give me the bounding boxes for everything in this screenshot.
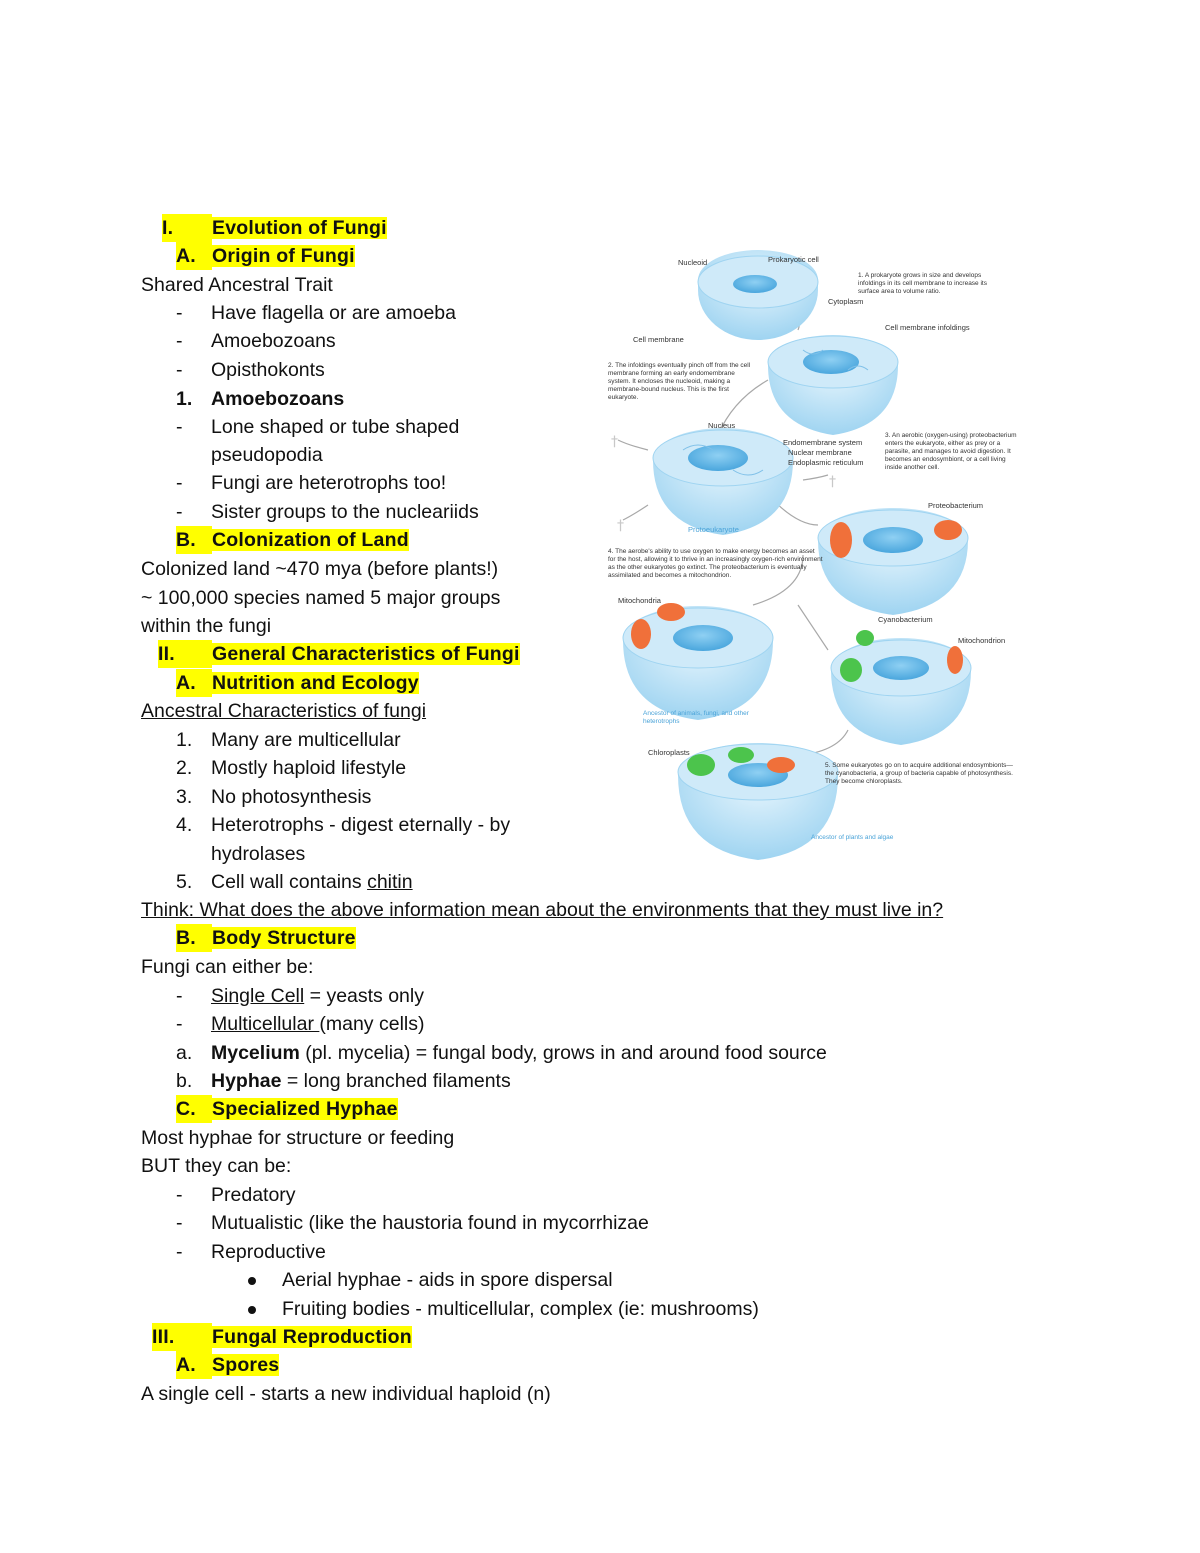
paragraph-line: ~ 100,000 species named 5 major groups xyxy=(141,587,501,609)
proteobacterium-cell xyxy=(818,508,968,615)
list-item-text: Reproductive xyxy=(211,1241,326,1263)
item-number: 4. xyxy=(176,814,193,836)
svg-text:†: † xyxy=(617,518,624,534)
step-2-text-box xyxy=(608,362,758,424)
section-number: III. xyxy=(152,1323,212,1351)
subsection-number: C. xyxy=(176,1095,212,1123)
dash-marker: - xyxy=(176,1184,183,1206)
subsection-number: A. xyxy=(176,669,212,697)
ancestor-plants-label-box xyxy=(811,834,931,846)
dash-marker: - xyxy=(176,1013,183,1035)
section-number: II. xyxy=(158,640,212,668)
label-ancestor-plants: Ancestor of plants and algae xyxy=(811,834,894,841)
list-item xyxy=(176,498,479,526)
subsection-title: Nutrition and Ecology xyxy=(212,672,419,694)
step-3-text: 3. An aerobic (oxygen-using) proteobacterium enters the eukaryote, either as prey or a parasite, and manages to avoid digestion. It becomes an endosymbiont, or a cell living inside another cell. xyxy=(885,432,1017,471)
label-proteobacterium: Proteobacterium xyxy=(928,501,984,510)
subsection-title: Specialized Hyphae xyxy=(212,1098,398,1120)
dash-marker: - xyxy=(176,359,183,381)
numbered-item xyxy=(176,783,371,811)
label-cyanobacterium: Cyanobacterium xyxy=(878,615,933,624)
dash-marker: - xyxy=(176,416,183,438)
label-nucleus: Nucleus xyxy=(708,421,736,430)
paragraph-line: Colonized land ~470 mya (before plants!) xyxy=(141,558,499,580)
list-item-text: Sister groups to the nucleariids xyxy=(211,501,479,523)
section-title: General Characteristics of Fungi xyxy=(212,643,520,665)
step-4-text-box xyxy=(608,548,823,596)
list-item-continuation: pseudopodia xyxy=(211,444,323,466)
dash-marker: - xyxy=(176,1212,183,1234)
label-mitochondrion: Mitochondrion xyxy=(958,636,1006,645)
step-5-text-box xyxy=(825,762,1015,806)
ancestral-heading: Ancestral Characteristics of fungi xyxy=(141,700,427,722)
numbered-item-continuation: hydrolases xyxy=(211,843,306,865)
list-item-text: Have flagella or are amoeba xyxy=(211,302,456,324)
infolding-cell xyxy=(768,335,898,435)
label-endoplasmic-reticulum: Endoplasmic reticulum xyxy=(788,458,864,467)
paragraph-line: Most hyphae for structure or feeding xyxy=(141,1127,455,1149)
ancestor-fungi-label-box xyxy=(643,710,753,732)
list-item xyxy=(176,1209,649,1237)
subsection-number: B. xyxy=(176,526,212,554)
chloroplast-icon xyxy=(840,658,862,682)
svg-text:†: † xyxy=(829,474,836,490)
item-text: No photosynthesis xyxy=(211,786,372,808)
section-heading-1 xyxy=(162,214,387,242)
list-item xyxy=(176,1010,424,1038)
item-text: Many are multicellular xyxy=(211,729,401,751)
numbered-item xyxy=(176,754,406,782)
bullet-dot-icon xyxy=(248,1306,256,1314)
list-item-text: Lone shaped or tube shaped xyxy=(211,416,460,438)
step-3-text-box xyxy=(885,432,1020,502)
bullet-marker xyxy=(248,1266,282,1294)
subsection-title: Spores xyxy=(212,1354,280,1376)
subsection-heading-1a xyxy=(176,242,355,270)
list-item-text: Amoebozoans xyxy=(211,330,336,352)
bullet-dot-icon xyxy=(248,1277,256,1285)
dash-marker: - xyxy=(176,302,183,324)
protoeukaryote-cell xyxy=(653,428,793,535)
think-question: Think: What does the above information mean about the environments that they must live in? xyxy=(141,899,944,921)
section-number: I. xyxy=(162,214,212,242)
dash-marker: - xyxy=(176,1241,183,1263)
subsection-heading-1b xyxy=(176,526,409,554)
label-chloroplasts: Chloroplasts xyxy=(648,748,690,757)
subsection-heading-2b xyxy=(176,924,356,952)
label-protoeukaryote: Protoeukaryote xyxy=(688,525,739,534)
label-mitochondria: Mitochondria xyxy=(618,596,661,605)
shared-trait-text: Shared Ancestral Trait xyxy=(141,274,333,296)
list-item xyxy=(176,469,446,497)
label-cytoplasm: Cytoplasm xyxy=(828,297,864,306)
label-endomembrane-system: Endomembrane system xyxy=(783,438,863,447)
item-number: 3. xyxy=(176,786,193,808)
step-2-text: 2. The infoldings eventually pinch off from the cell membrane forming an early endomembrane system. It encloses the nucleoid, making a membrane-bound nucleus. This is the first eukaryote. xyxy=(608,362,751,401)
numbered-item xyxy=(176,868,413,896)
item-letter: b. xyxy=(176,1070,193,1092)
label-cell-membrane: Cell membrane xyxy=(633,335,684,344)
item-letter: a. xyxy=(176,1042,193,1064)
endosymbiosis-diagram xyxy=(603,250,1023,862)
numbered-item xyxy=(176,726,401,754)
mitochondrion-icon xyxy=(631,619,651,649)
svg-text:†: † xyxy=(611,434,618,450)
section-heading-3 xyxy=(152,1323,412,1351)
list-item xyxy=(176,413,459,441)
paragraph-line: Fungi can either be: xyxy=(141,956,314,978)
item-number: 5. xyxy=(176,871,193,893)
bullet-marker xyxy=(248,1295,282,1323)
label-nuclear-membrane: Nuclear membrane xyxy=(788,448,852,457)
paragraph-line: A single cell - starts a new individual haploid (n) xyxy=(141,1383,551,1405)
cyanobacterium-cell xyxy=(831,630,971,745)
endosymbiosis-figure xyxy=(603,250,1023,862)
heterotroph-ancestor-cell xyxy=(623,603,773,720)
bullet-text: Aerial hyphae - aids in spore dispersal xyxy=(282,1269,613,1291)
label-cell-membrane-infoldings: Cell membrane infoldings xyxy=(885,323,970,332)
label-nucleoid: Nucleoid xyxy=(678,258,708,267)
list-item xyxy=(176,982,424,1010)
list-item xyxy=(176,1238,326,1266)
multicellular-term: Multicellular xyxy=(211,1013,320,1035)
subsection-heading-3a xyxy=(176,1351,279,1379)
bullet-item xyxy=(248,1266,613,1294)
section-title: Fungal Reproduction xyxy=(212,1326,412,1348)
subsection-title: Colonization of Land xyxy=(212,529,409,551)
section-heading-2 xyxy=(158,640,520,668)
list-item-text: Mutualistic (like the haustoria found in mycorrhizae xyxy=(211,1212,649,1234)
item-text: Heterotrophs - digest eternally - by xyxy=(211,814,511,836)
item-text: = long branched filaments xyxy=(281,1070,511,1092)
step-1-text: 1. A prokaryote grows in size and develops infoldings in its cell membrane to increase its surface area to volume ratio. xyxy=(858,272,987,295)
item-text: Cell wall contains xyxy=(211,871,368,893)
list-item-text: Predatory xyxy=(211,1184,296,1206)
step-5-text: 5. Some eukaryotes go on to acquire additional endosymbionts—the cyanobacteria, a group of bacteria capable of photosynthesis. They become chloroplasts. xyxy=(825,762,1013,785)
subsection-heading-2c xyxy=(176,1095,398,1123)
subsection-heading-2a xyxy=(176,669,419,697)
list-item-text: = yeasts only xyxy=(304,985,424,1007)
dash-marker: - xyxy=(176,985,183,1007)
hyphae-term: Hyphae xyxy=(211,1070,282,1092)
item-number: 1. xyxy=(176,388,193,410)
dash-marker: - xyxy=(176,472,183,494)
list-item-text: Opisthokonts xyxy=(211,359,325,381)
item-title: Amoebozoans xyxy=(211,388,345,410)
subsection-title: Body Structure xyxy=(212,927,356,949)
item-number: 1. xyxy=(176,729,193,751)
proteobacterium-icon xyxy=(830,522,852,558)
dash-marker: - xyxy=(176,501,183,523)
bullet-text: Fruiting bodies - multicellular, complex (ie: mushrooms) xyxy=(282,1298,759,1320)
paragraph-line: within the fungi xyxy=(141,615,272,637)
list-item-text: (many cells) xyxy=(319,1013,425,1035)
numbered-item xyxy=(176,811,510,839)
item-number: 2. xyxy=(176,757,193,779)
label-prokaryotic-cell: Prokaryotic cell xyxy=(768,255,819,264)
lettered-item xyxy=(176,1039,827,1067)
step-4-text: 4. The aerobe's ability to use oxygen to make energy becomes an asset for the host, allowing it to thrive in an increasingly oxygen-rich environment as the other eukaryotes go extinct. The proteobacterium is eventually assimilated and becomes a mitochondrion. xyxy=(608,548,823,579)
lettered-item xyxy=(176,1067,511,1095)
list-item xyxy=(176,299,456,327)
list-item xyxy=(176,356,325,384)
paragraph-line: BUT they can be: xyxy=(141,1155,292,1177)
step-1-text-box xyxy=(858,272,1008,322)
mycelium-term: Mycelium xyxy=(211,1042,300,1064)
subsection-number: A. xyxy=(176,242,212,270)
bullet-item xyxy=(248,1295,759,1323)
list-item xyxy=(176,327,336,355)
list-item xyxy=(176,1181,296,1209)
item-text: Mostly haploid lifestyle xyxy=(211,757,407,779)
section-title: Evolution of Fungi xyxy=(212,217,387,239)
label-ancestor-fungi: Ancestor of animals, fungi, and other heterotrophs xyxy=(643,710,749,725)
subsection-number: A. xyxy=(176,1351,212,1379)
dash-marker: - xyxy=(176,330,183,352)
subsection-title: Origin of Fungi xyxy=(212,245,355,267)
list-item-text: Fungi are heterotrophs too! xyxy=(211,472,447,494)
numbered-heading-amoebozoans xyxy=(176,385,344,413)
item-text: (pl. mycelia) = fungal body, grows in and around food source xyxy=(299,1042,827,1064)
single-cell-term: Single Cell xyxy=(211,985,305,1007)
chitin-term: chitin xyxy=(367,871,413,893)
subsection-number: B. xyxy=(176,924,212,952)
